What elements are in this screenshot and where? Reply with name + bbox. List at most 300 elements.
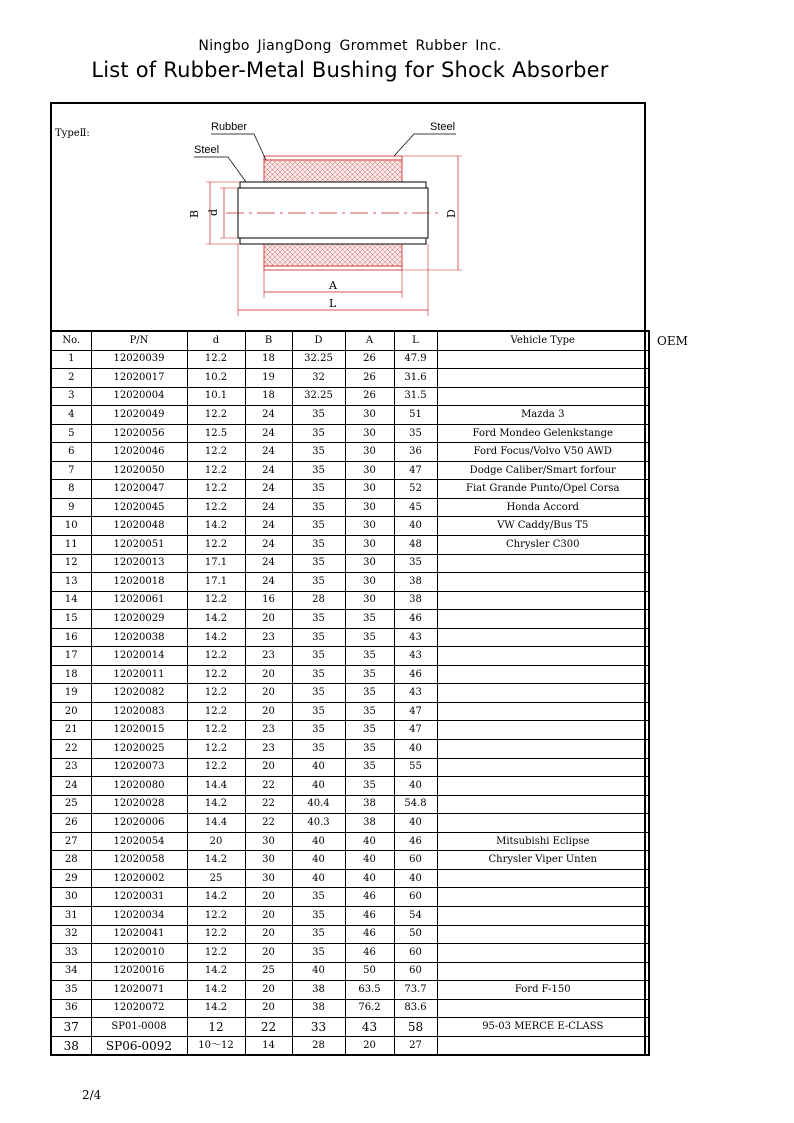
table-row (51, 350, 649, 369)
cell-A: 30 (345, 591, 394, 610)
table-row (51, 480, 649, 499)
cell-vehicle-type (437, 665, 649, 684)
cell-B: 23 (245, 628, 292, 647)
header-D: D (292, 331, 345, 350)
cell-pn: 12020029 (91, 610, 187, 629)
cell-d: 12.2 (187, 536, 245, 555)
cell-D: 35 (292, 424, 345, 443)
cell-vehicle-type (437, 962, 649, 981)
cell-L: 46 (394, 610, 437, 629)
cell-d: 12.2 (187, 406, 245, 425)
table-body (51, 350, 649, 1055)
cell-D: 35 (292, 888, 345, 907)
cell-vehicle-type (437, 387, 649, 406)
cell-vehicle-type (437, 925, 649, 944)
cell-pn: 12020056 (91, 424, 187, 443)
cell-d: 14.2 (187, 851, 245, 870)
cell-B: 22 (245, 814, 292, 833)
table-row (51, 498, 649, 517)
cell-L: 83.6 (394, 999, 437, 1018)
cell-L: 27 (394, 1036, 437, 1055)
cell-L: 60 (394, 851, 437, 870)
cell-A: 30 (345, 480, 394, 499)
cell-L: 43 (394, 684, 437, 703)
cell-pn: 12020073 (91, 758, 187, 777)
cell-A: 38 (345, 795, 394, 814)
cell-A: 46 (345, 906, 394, 925)
cell-no: 34 (51, 962, 91, 981)
cell-L: 47 (394, 721, 437, 740)
cell-A: 26 (345, 387, 394, 406)
cell-no: 2 (51, 369, 91, 388)
table-row (51, 981, 649, 1000)
cell-A: 26 (345, 350, 394, 369)
cell-vehicle-type: Ford Mondeo Gelenkstange (437, 424, 649, 443)
cell-d: 20 (187, 832, 245, 851)
cell-A: 35 (345, 702, 394, 721)
cell-L: 52 (394, 480, 437, 499)
cell-D: 35 (292, 610, 345, 629)
cell-L: 38 (394, 591, 437, 610)
cell-vehicle-type (437, 944, 649, 963)
cell-pn: 12020002 (91, 869, 187, 888)
cell-d: 14.2 (187, 610, 245, 629)
cell-L: 48 (394, 536, 437, 555)
cell-B: 20 (245, 684, 292, 703)
cell-pn: 12020016 (91, 962, 187, 981)
cell-vehicle-type: Chrysler Viper Unten (437, 851, 649, 870)
table-row (51, 1036, 649, 1055)
cell-d: 10.2 (187, 369, 245, 388)
cell-vehicle-type (437, 554, 649, 573)
cell-A: 43 (345, 1018, 394, 1037)
table-row (51, 461, 649, 480)
label-steel-left: Steel (194, 144, 220, 156)
cell-pn: 12020061 (91, 591, 187, 610)
table-row (51, 628, 649, 647)
cell-pn: 12020011 (91, 665, 187, 684)
cell-L: 46 (394, 665, 437, 684)
cell-A: 40 (345, 869, 394, 888)
cell-L: 31.6 (394, 369, 437, 388)
cell-no: 20 (51, 702, 91, 721)
cell-D: 35 (292, 536, 345, 555)
cell-pn: 12020047 (91, 480, 187, 499)
cell-D: 35 (292, 684, 345, 703)
cell-D: 32.25 (292, 350, 345, 369)
cell-B: 20 (245, 758, 292, 777)
cell-L: 46 (394, 832, 437, 851)
cell-vehicle-type (437, 740, 649, 759)
cell-A: 35 (345, 684, 394, 703)
cell-d: 14.4 (187, 814, 245, 833)
cell-A: 40 (345, 851, 394, 870)
cell-pn: 12020058 (91, 851, 187, 870)
cell-vehicle-type: Chrysler C300 (437, 536, 649, 555)
cell-pn: 12020071 (91, 981, 187, 1000)
cell-L: 73.7 (394, 981, 437, 1000)
cell-L: 43 (394, 628, 437, 647)
cell-D: 35 (292, 628, 345, 647)
cell-L: 31.5 (394, 387, 437, 406)
cell-L: 45 (394, 498, 437, 517)
cell-D: 35 (292, 554, 345, 573)
cell-B: 22 (245, 795, 292, 814)
cell-B: 18 (245, 387, 292, 406)
cell-no: 28 (51, 851, 91, 870)
cell-D: 35 (292, 702, 345, 721)
cell-L: 40 (394, 777, 437, 796)
cell-D: 35 (292, 406, 345, 425)
cell-no: 25 (51, 795, 91, 814)
cell-A: 35 (345, 721, 394, 740)
cell-d: 12.2 (187, 702, 245, 721)
bushing-spec-table (50, 330, 650, 1056)
cell-d: 12.2 (187, 665, 245, 684)
cell-A: 30 (345, 536, 394, 555)
leader-rubber (211, 134, 266, 160)
cell-vehicle-type (437, 573, 649, 592)
cell-d: 12.2 (187, 906, 245, 925)
dim-label-D: D (445, 209, 458, 218)
cell-vehicle-type: Ford F-150 (437, 981, 649, 1000)
cell-D: 40.3 (292, 814, 345, 833)
cell-D: 35 (292, 480, 345, 499)
document-title: List of Rubber-Metal Bushing for Shock Absorber (91, 58, 609, 82)
cell-no: 14 (51, 591, 91, 610)
cell-D: 35 (292, 461, 345, 480)
header-A: A (345, 331, 394, 350)
table-row (51, 369, 649, 388)
cell-no: 23 (51, 758, 91, 777)
cell-A: 35 (345, 628, 394, 647)
cell-pn: 12020006 (91, 814, 187, 833)
cell-D: 40 (292, 869, 345, 888)
cell-D: 40 (292, 962, 345, 981)
cell-vehicle-type: VW Caddy/Bus T5 (437, 517, 649, 536)
cell-vehicle-type (437, 684, 649, 703)
cell-pn: 12020004 (91, 387, 187, 406)
table-row (51, 832, 649, 851)
cell-pn: 12020080 (91, 777, 187, 796)
cell-d: 14.2 (187, 795, 245, 814)
cell-A: 35 (345, 665, 394, 684)
table-row (51, 888, 649, 907)
cell-pn: 12020018 (91, 573, 187, 592)
cell-pn: 12020015 (91, 721, 187, 740)
cell-B: 20 (245, 999, 292, 1018)
cell-B: 24 (245, 443, 292, 462)
oem-label: OEM (657, 334, 688, 348)
cell-pn: 12020083 (91, 702, 187, 721)
cell-B: 14 (245, 1036, 292, 1055)
cell-B: 24 (245, 536, 292, 555)
cell-L: 40 (394, 814, 437, 833)
page-number: 2/4 (82, 1088, 102, 1102)
cell-no: 32 (51, 925, 91, 944)
table-row (51, 517, 649, 536)
cell-d: 12.2 (187, 480, 245, 499)
cell-vehicle-type (437, 814, 649, 833)
cell-pn: 12020013 (91, 554, 187, 573)
rubber-bottom (264, 244, 402, 266)
cell-D: 38 (292, 999, 345, 1018)
table-row (51, 740, 649, 759)
table-row (51, 721, 649, 740)
table-row (51, 869, 649, 888)
table-row (51, 443, 649, 462)
cell-no: 16 (51, 628, 91, 647)
cell-D: 28 (292, 591, 345, 610)
cell-pn: 12020050 (91, 461, 187, 480)
cell-L: 40 (394, 869, 437, 888)
cell-d: 14.2 (187, 888, 245, 907)
dim-label-L: L (329, 297, 337, 310)
cell-D: 40 (292, 777, 345, 796)
cell-D: 32 (292, 369, 345, 388)
cell-d: 14.4 (187, 777, 245, 796)
cell-L: 60 (394, 944, 437, 963)
cell-pn: 12020038 (91, 628, 187, 647)
cell-no: 35 (51, 981, 91, 1000)
table-row (51, 665, 649, 684)
cell-vehicle-type: Mazda 3 (437, 406, 649, 425)
cell-B: 23 (245, 740, 292, 759)
header-no: No. (51, 331, 91, 350)
table-row (51, 814, 649, 833)
cell-D: 40 (292, 832, 345, 851)
cell-B: 30 (245, 869, 292, 888)
cell-L: 54 (394, 906, 437, 925)
cell-pn: 12020028 (91, 795, 187, 814)
cell-D: 33 (292, 1018, 345, 1037)
cell-vehicle-type (437, 702, 649, 721)
header-B: B (245, 331, 292, 350)
cell-d: 12 (187, 1018, 245, 1037)
cell-no: 5 (51, 424, 91, 443)
cell-A: 38 (345, 814, 394, 833)
table-row (51, 684, 649, 703)
cell-A: 35 (345, 758, 394, 777)
cell-D: 38 (292, 981, 345, 1000)
cell-no: 36 (51, 999, 91, 1018)
cell-L: 60 (394, 888, 437, 907)
table-row (51, 758, 649, 777)
cell-pn: 12020046 (91, 443, 187, 462)
cell-D: 35 (292, 665, 345, 684)
cell-d: 14.2 (187, 999, 245, 1018)
cell-L: 55 (394, 758, 437, 777)
cell-no: 18 (51, 665, 91, 684)
cell-no: 29 (51, 869, 91, 888)
cell-pn: 12020010 (91, 944, 187, 963)
table-row (51, 387, 649, 406)
dim-label-B: B (188, 209, 201, 218)
cell-vehicle-type (437, 906, 649, 925)
cell-B: 24 (245, 517, 292, 536)
cell-no: 10 (51, 517, 91, 536)
cell-no: 1 (51, 350, 91, 369)
cell-no: 21 (51, 721, 91, 740)
cell-A: 20 (345, 1036, 394, 1055)
cell-d: 12.2 (187, 443, 245, 462)
cell-A: 30 (345, 573, 394, 592)
cell-D: 40.4 (292, 795, 345, 814)
cell-no: 8 (51, 480, 91, 499)
cell-no: 38 (51, 1036, 91, 1055)
cell-B: 22 (245, 1018, 292, 1037)
cell-no: 26 (51, 814, 91, 833)
cell-L: 50 (394, 925, 437, 944)
cell-L: 36 (394, 443, 437, 462)
cell-no: 24 (51, 777, 91, 796)
table-row (51, 944, 649, 963)
cell-no: 4 (51, 406, 91, 425)
cell-vehicle-type: Ford Focus/Volvo V50 AWD (437, 443, 649, 462)
cell-pn: SP01-0008 (91, 1018, 187, 1037)
cell-vehicle-type: Dodge Caliber/Smart forfour (437, 461, 649, 480)
leader-steel-left (194, 157, 246, 182)
cell-A: 63.5 (345, 981, 394, 1000)
cell-pn: 12020045 (91, 498, 187, 517)
cell-no: 3 (51, 387, 91, 406)
cell-d: 12.2 (187, 684, 245, 703)
cell-D: 35 (292, 906, 345, 925)
cell-B: 24 (245, 480, 292, 499)
outer-steel-sleeve-bottom (264, 266, 402, 270)
cell-d: 12.2 (187, 740, 245, 759)
cell-A: 30 (345, 424, 394, 443)
cell-vehicle-type: Mitsubishi Eclipse (437, 832, 649, 851)
cell-B: 30 (245, 832, 292, 851)
table-row (51, 554, 649, 573)
cell-vehicle-type (437, 628, 649, 647)
cell-pn: 12020048 (91, 517, 187, 536)
cell-d: 14.2 (187, 981, 245, 1000)
label-steel-top: Steel (430, 121, 456, 133)
cell-no: 13 (51, 573, 91, 592)
cell-d: 12.2 (187, 591, 245, 610)
type-label: TypeⅡ: (55, 128, 90, 139)
cell-vehicle-type (437, 758, 649, 777)
cell-d: 14.2 (187, 517, 245, 536)
header-vehicle-type: Vehicle Type (437, 331, 649, 350)
table-row (51, 925, 649, 944)
table-row (51, 795, 649, 814)
cell-d: 10.1 (187, 387, 245, 406)
cell-pn: 12020054 (91, 832, 187, 851)
cell-B: 30 (245, 851, 292, 870)
cell-D: 40 (292, 758, 345, 777)
cell-A: 30 (345, 443, 394, 462)
cell-D: 35 (292, 721, 345, 740)
table-row (51, 610, 649, 629)
cell-A: 30 (345, 461, 394, 480)
cell-B: 18 (245, 350, 292, 369)
cell-d: 12.2 (187, 925, 245, 944)
table-row (51, 424, 649, 443)
cell-D: 35 (292, 517, 345, 536)
cell-B: 20 (245, 702, 292, 721)
cell-L: 40 (394, 740, 437, 759)
cell-A: 46 (345, 888, 394, 907)
cell-B: 20 (245, 610, 292, 629)
cell-B: 20 (245, 906, 292, 925)
cell-A: 35 (345, 740, 394, 759)
cell-D: 35 (292, 647, 345, 666)
cell-L: 40 (394, 517, 437, 536)
cell-L: 47 (394, 461, 437, 480)
cell-d: 14.2 (187, 628, 245, 647)
cell-L: 58 (394, 1018, 437, 1037)
cell-D: 28 (292, 1036, 345, 1055)
table-row (51, 777, 649, 796)
cell-no: 11 (51, 536, 91, 555)
table-row (51, 591, 649, 610)
cell-A: 30 (345, 498, 394, 517)
cell-vehicle-type: Fiat Grande Punto/Opel Corsa (437, 480, 649, 499)
header-L: L (394, 331, 437, 350)
outer-steel-sleeve-top (264, 156, 402, 160)
cell-D: 35 (292, 443, 345, 462)
cell-pn: 12020082 (91, 684, 187, 703)
cell-pn: 12020049 (91, 406, 187, 425)
cell-D: 35 (292, 498, 345, 517)
cell-vehicle-type (437, 647, 649, 666)
cell-B: 24 (245, 461, 292, 480)
bushing-diagram (50, 102, 644, 330)
cell-no: 19 (51, 684, 91, 703)
cell-B: 24 (245, 406, 292, 425)
header-d: d (187, 331, 245, 350)
cell-pn: 12020039 (91, 350, 187, 369)
cell-no: 15 (51, 610, 91, 629)
cell-A: 50 (345, 962, 394, 981)
table-row (51, 906, 649, 925)
cell-d: 17.1 (187, 573, 245, 592)
cell-L: 35 (394, 554, 437, 573)
cell-D: 32.25 (292, 387, 345, 406)
cell-pn: 12020017 (91, 369, 187, 388)
cell-vehicle-type (437, 350, 649, 369)
cell-D: 35 (292, 740, 345, 759)
cell-no: 6 (51, 443, 91, 462)
cell-d: 12.2 (187, 944, 245, 963)
cell-L: 38 (394, 573, 437, 592)
cell-vehicle-type (437, 795, 649, 814)
cell-B: 23 (245, 647, 292, 666)
cell-no: 9 (51, 498, 91, 517)
cell-d: 12.2 (187, 498, 245, 517)
cell-no: 30 (51, 888, 91, 907)
cell-no: 12 (51, 554, 91, 573)
cell-D: 35 (292, 925, 345, 944)
company-name: Ningbo JiangDong Grommet Rubber Inc. (198, 38, 502, 54)
cell-d: 12.2 (187, 721, 245, 740)
cell-d: 14.2 (187, 962, 245, 981)
cell-D: 35 (292, 944, 345, 963)
cell-B: 25 (245, 962, 292, 981)
cell-A: 76.2 (345, 999, 394, 1018)
cell-vehicle-type (437, 999, 649, 1018)
table-row (51, 647, 649, 666)
cell-L: 43 (394, 647, 437, 666)
cell-B: 19 (245, 369, 292, 388)
cell-pn: 12020031 (91, 888, 187, 907)
cell-B: 24 (245, 498, 292, 517)
table-row (51, 851, 649, 870)
cell-L: 47.9 (394, 350, 437, 369)
